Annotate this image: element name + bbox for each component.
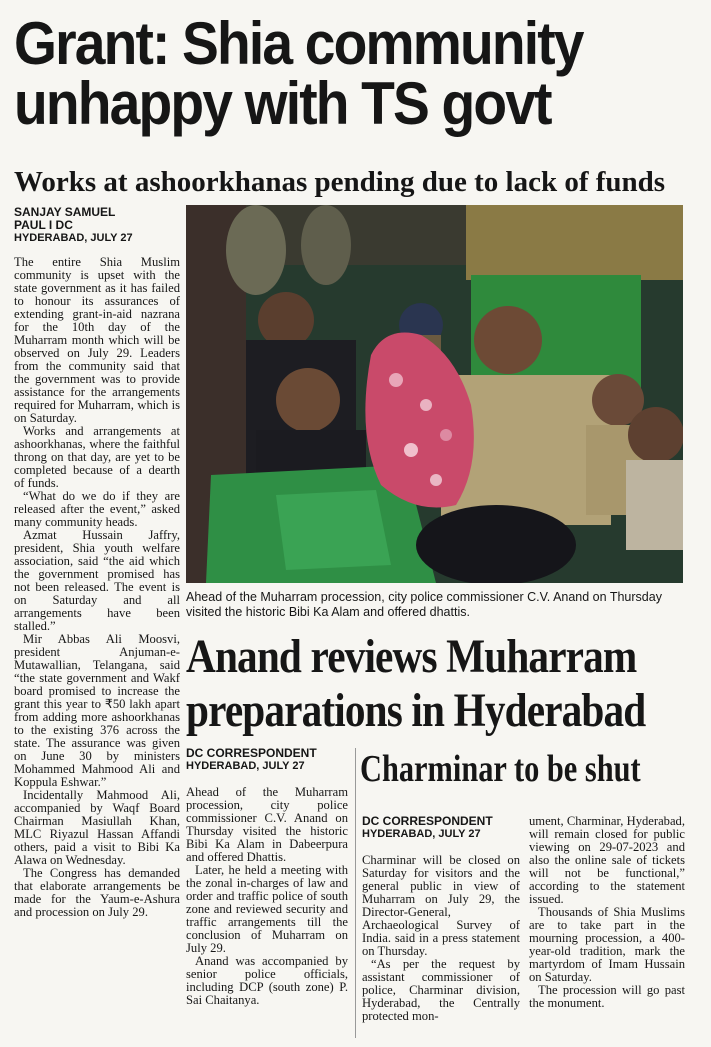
main-paragraph: Azmat Hussain Jaffry, president, Shia youth welfare association, said “the aid which the government promised has not been released. The event is on Saturday and all arrangements have been stalled.”	[14, 528, 180, 633]
second-headline-line-1: Anand reviews Muharram	[186, 630, 637, 683]
main-paragraph: Mir Abbas Ali Moosvi, president Anjuman-e-Mutawallian, Telangana, said “the state government and Wakf board promised to increase the grant this year to ₹50 lakh apart from adding more ashoorkhanas to the existing 376 across the state. The assurance was given on June 30 by ministers Mohammed Mahmood Ali and Koppula Eshwar.”	[14, 632, 180, 789]
second-paragraph: Anand was accompanied by senior police officials, including DCP (south zone) P. Sai Chaitanya.	[186, 954, 348, 1007]
main-paragraph: Works and arrangements at ashoorkhanas, where the faithful throng on that day, are yet to be completed because of a dearth of funds.	[14, 424, 180, 490]
third-paragraph: The procession will go past the monument.	[529, 983, 685, 1010]
second-byline: DC CORRESPONDENT	[186, 746, 317, 760]
main-dateline: HYDERABAD, JULY 27	[14, 232, 133, 244]
third-byline-block	[362, 815, 527, 841]
main-byline-block	[14, 206, 179, 245]
third-story-col-1	[362, 854, 520, 1023]
second-headline-line-2: preparations in Hyderabad	[186, 684, 646, 737]
main-paragraph: The entire Shia Muslim community is upset with the state government as it has failed to honour its assurances of extending grant-in-aid nazrana for the 10th day of the Muharram month which will be observed on July 29. Leaders from the community said that the government was to provide assistance for the arrangements required for Muharram, which is on Saturday.	[14, 255, 180, 425]
main-byline-line-1: SANJAY SAMUEL	[14, 205, 116, 219]
photo-illustration	[186, 205, 683, 583]
third-paragraph: ument, Charminar, Hyderabad, will remain closed for public viewing on 29-07-2023 and also the online sale of tickets will not be functional,” according to the statement issued.	[529, 814, 685, 906]
second-paragraph: Ahead of the Muharram procession, city police commissioner C.V. Anand on Thursday visited the historic Bibi Ka Alam in Dabeerpura and offered Dhattis.	[186, 785, 348, 864]
second-byline-block	[186, 747, 351, 773]
main-headline-line-2: unhappy with TS govt	[14, 70, 551, 137]
third-story-col-2	[529, 815, 685, 1010]
third-paragraph: Charminar will be closed on Saturday for visitors and the general public in view of Muharram on July 29, the Director-General, Archaeological Survey of India. said in a press statement on Thursday.	[362, 853, 520, 958]
main-headline-line-1: Grant: Shia community	[14, 10, 583, 77]
third-paragraph: Thousands of Shia Muslims are to take part in the mourning procession, a 400-year-old tradition, mark the martyrdom of Imam Hussain on Saturday.	[529, 905, 685, 984]
main-headline	[14, 10, 649, 137]
third-paragraph: “As per the request by assistant commissioner of police, Charminar division, Hyderabad, the Centrally protected mon-	[362, 957, 520, 1023]
second-paragraph: Later, he held a meeting with the zonal in-charges of law and order and traffic police of south zone and reviewed security and traffic arrangements till the conclusion of Muharram on July 29.	[186, 863, 348, 955]
main-byline-line-2: PAUL I DC	[14, 218, 73, 232]
main-paragraph: Incidentally Mahmood Ali, accompanied by Waqf Board Chairman Masiullah Khan, MLC Riyazul Hassan Affandi others, paid a visit to Bibi Ka Alawa on Wednesday.	[14, 788, 180, 867]
news-photo	[186, 205, 683, 583]
column-rule	[355, 748, 356, 1038]
second-story-body	[186, 786, 348, 1007]
third-headline: Charminar to be shut	[360, 748, 641, 790]
second-headline	[186, 630, 646, 738]
main-paragraph: The Congress has demanded that elaborate arrangements be made for the Yaum-e-Ashura and procession on July 29.	[14, 866, 180, 919]
photo-caption: Ahead of the Muharram procession, city police commissioner C.V. Anand on Thursday visited the historic Bibi Ka Alam and offered dhattis.	[186, 590, 662, 619]
third-dateline: HYDERABAD, JULY 27	[362, 828, 481, 840]
main-story-body	[14, 256, 180, 919]
main-paragraph: “What do we do if they are released after the event,” asked many community heads.	[14, 489, 180, 529]
main-subheadline: Works at ashoorkhanas pending due to lack of funds	[14, 166, 666, 198]
third-byline: DC CORRESPONDENT	[362, 814, 493, 828]
second-dateline: HYDERABAD, JULY 27	[186, 760, 305, 772]
